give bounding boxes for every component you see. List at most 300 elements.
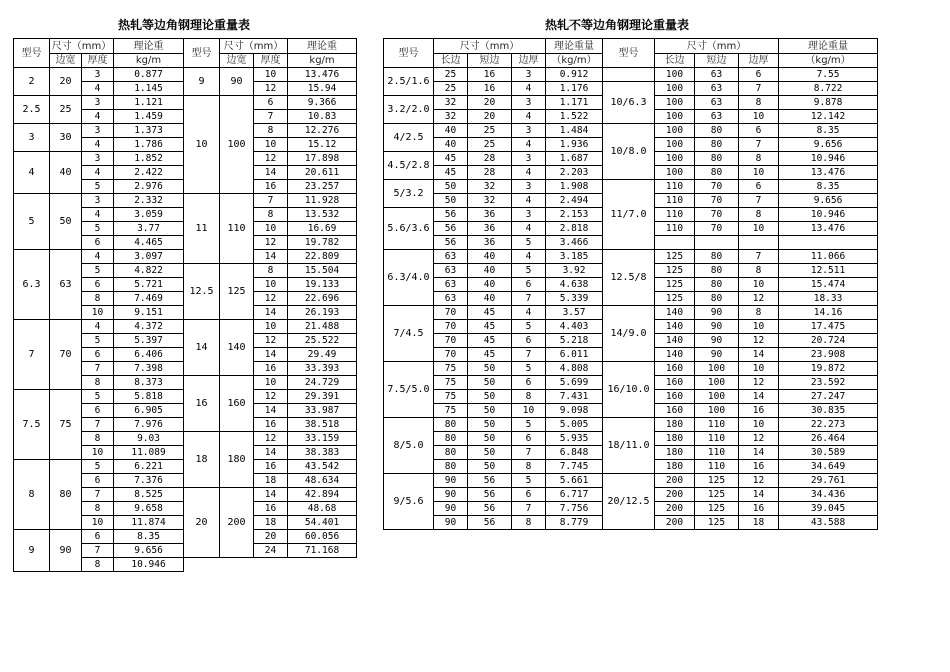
model-cell: 12.5 bbox=[184, 264, 220, 320]
width-cell: 100 bbox=[220, 96, 254, 194]
short-side-cell: 25 bbox=[468, 124, 512, 138]
col-header-short-side: 短边 bbox=[468, 54, 512, 68]
thickness-cell: 12 bbox=[254, 390, 288, 404]
col-header-weight: 理论重 bbox=[114, 39, 184, 54]
weight-cell: 15.12 bbox=[288, 138, 357, 152]
short-side-cell: 110 bbox=[695, 418, 739, 432]
model-cell: 20 bbox=[184, 488, 220, 558]
model-cell: 2.5 bbox=[14, 96, 50, 124]
thickness-cell: 8 bbox=[82, 432, 114, 446]
thickness-cell: 6 bbox=[254, 96, 288, 110]
weight-cell: 9.656 bbox=[779, 194, 878, 208]
thickness-cell: 10 bbox=[739, 418, 779, 432]
thickness-cell: 8 bbox=[512, 390, 546, 404]
width-cell: 200 bbox=[220, 488, 254, 558]
thickness-cell: 6 bbox=[82, 278, 114, 292]
col-header-model: 型号 bbox=[603, 39, 655, 68]
weight-cell: 23.908 bbox=[779, 348, 878, 362]
width-cell: 90 bbox=[50, 530, 82, 572]
weight-cell: 5.661 bbox=[546, 474, 603, 488]
long-side-cell: 100 bbox=[655, 152, 695, 166]
weight-cell: 26.193 bbox=[288, 306, 357, 320]
thickness-cell: 3 bbox=[82, 68, 114, 82]
weight-cell: 5.721 bbox=[114, 278, 184, 292]
long-side-cell: 140 bbox=[655, 306, 695, 320]
thickness-cell: 4 bbox=[512, 166, 546, 180]
thickness-cell: 10 bbox=[254, 138, 288, 152]
thickness-cell: 3 bbox=[82, 96, 114, 110]
thickness-cell: 18 bbox=[254, 516, 288, 530]
short-side-cell: 80 bbox=[695, 138, 739, 152]
weight-cell: 4.638 bbox=[546, 278, 603, 292]
long-side-cell: 140 bbox=[655, 334, 695, 348]
model-cell: 6.3/4.0 bbox=[384, 250, 434, 306]
thickness-cell: 4 bbox=[82, 138, 114, 152]
thickness-cell: 10 bbox=[254, 68, 288, 82]
long-side-cell: 63 bbox=[434, 264, 468, 278]
short-side-cell: 80 bbox=[695, 166, 739, 180]
long-side-cell: 200 bbox=[655, 516, 695, 530]
weight-cell: 18.33 bbox=[779, 292, 878, 306]
model-cell: 11 bbox=[184, 194, 220, 264]
thickness-cell: 16 bbox=[739, 460, 779, 474]
weight-cell: 12.511 bbox=[779, 264, 878, 278]
short-side-cell: 16 bbox=[468, 68, 512, 82]
long-side-cell: 180 bbox=[655, 446, 695, 460]
thickness-cell: 12 bbox=[739, 376, 779, 390]
thickness-cell: 4 bbox=[512, 194, 546, 208]
thickness-cell: 4 bbox=[512, 250, 546, 264]
width-cell: 30 bbox=[50, 124, 82, 152]
thickness-cell: 4 bbox=[512, 110, 546, 124]
long-side-cell: 100 bbox=[655, 96, 695, 110]
weight-cell: 30.589 bbox=[779, 446, 878, 460]
thickness-cell: 18 bbox=[254, 474, 288, 488]
long-side-cell: 200 bbox=[655, 488, 695, 502]
model-cell: 10 bbox=[184, 96, 220, 194]
thickness-cell: 8 bbox=[254, 124, 288, 138]
thickness-cell: 16 bbox=[254, 502, 288, 516]
weight-cell: 8.35 bbox=[114, 530, 184, 544]
thickness-cell: 6 bbox=[512, 432, 546, 446]
short-side-cell: 90 bbox=[695, 306, 739, 320]
long-side-cell: 70 bbox=[434, 320, 468, 334]
long-side-cell bbox=[655, 236, 695, 250]
model-cell: 16 bbox=[184, 376, 220, 432]
short-side-cell: 40 bbox=[468, 264, 512, 278]
thickness-cell: 16 bbox=[254, 460, 288, 474]
col-header-size: 尺寸（mm） bbox=[655, 39, 779, 54]
thickness-cell: 3 bbox=[512, 124, 546, 138]
thickness-cell: 4 bbox=[512, 306, 546, 320]
table-row bbox=[384, 250, 878, 264]
weight-cell: 11.874 bbox=[114, 516, 184, 530]
short-side-cell: 125 bbox=[695, 516, 739, 530]
width-cell: 63 bbox=[50, 250, 82, 320]
thickness-cell: 7 bbox=[82, 362, 114, 376]
thickness-cell: 10 bbox=[739, 320, 779, 334]
weight-cell: 25.522 bbox=[288, 334, 357, 348]
col-header-weight: 理论重量 bbox=[546, 39, 603, 54]
col-header-model: 型号 bbox=[384, 39, 434, 68]
long-side-cell: 100 bbox=[655, 110, 695, 124]
weight-cell: 2.976 bbox=[114, 180, 184, 194]
short-side-cell: 110 bbox=[695, 446, 739, 460]
short-side-cell: 50 bbox=[468, 460, 512, 474]
weight-cell: 60.056 bbox=[288, 530, 357, 544]
weight-cell: 3.57 bbox=[546, 306, 603, 320]
short-side-cell: 50 bbox=[468, 404, 512, 418]
thickness-cell: 10 bbox=[82, 516, 114, 530]
thickness-cell: 16 bbox=[254, 418, 288, 432]
model-cell: 3 bbox=[14, 124, 50, 152]
thickness-cell: 8 bbox=[739, 306, 779, 320]
thickness-cell: 7 bbox=[512, 446, 546, 460]
weight-cell: 4.372 bbox=[114, 320, 184, 334]
weight-cell: 9.151 bbox=[114, 306, 184, 320]
weight-cell: 7.376 bbox=[114, 474, 184, 488]
long-side-cell: 180 bbox=[655, 432, 695, 446]
weight-cell: 3.185 bbox=[546, 250, 603, 264]
weight-cell: 71.168 bbox=[288, 544, 357, 558]
weight-cell: 33.159 bbox=[288, 432, 357, 446]
short-side-cell: 70 bbox=[695, 208, 739, 222]
long-side-cell: 140 bbox=[655, 320, 695, 334]
col-header-thickness: 厚度 bbox=[254, 54, 288, 68]
weight-cell: 42.894 bbox=[288, 488, 357, 502]
thickness-cell: 7 bbox=[82, 488, 114, 502]
thickness-cell: 14 bbox=[739, 488, 779, 502]
long-side-cell: 80 bbox=[434, 432, 468, 446]
weight-cell: 19.782 bbox=[288, 236, 357, 250]
weight-cell: 14.16 bbox=[779, 306, 878, 320]
model-cell: 4.5/2.8 bbox=[384, 152, 434, 180]
col-header-unit: kg/m bbox=[288, 54, 357, 68]
weight-cell: 15.504 bbox=[288, 264, 357, 278]
long-side-cell: 160 bbox=[655, 404, 695, 418]
thickness-cell: 10 bbox=[254, 278, 288, 292]
thickness-cell: 14 bbox=[254, 488, 288, 502]
table-row bbox=[384, 68, 878, 82]
thickness-cell: 6 bbox=[512, 488, 546, 502]
weight-cell: 1.459 bbox=[114, 110, 184, 124]
thickness-cell: 20 bbox=[254, 530, 288, 544]
weight-cell: 11.928 bbox=[288, 194, 357, 208]
weight-cell: 4.403 bbox=[546, 320, 603, 334]
long-side-cell: 25 bbox=[434, 68, 468, 82]
short-side-cell: 28 bbox=[468, 166, 512, 180]
thickness-cell: 5 bbox=[512, 418, 546, 432]
col-header-thickness: 边厚 bbox=[512, 54, 546, 68]
weight-cell: 8.722 bbox=[779, 82, 878, 96]
col-header-size: 尺寸（mm） bbox=[434, 39, 546, 54]
thickness-cell: 10 bbox=[739, 362, 779, 376]
thickness-cell: 14 bbox=[254, 306, 288, 320]
weight-cell: 19.872 bbox=[779, 362, 878, 376]
weight-cell: 27.247 bbox=[779, 390, 878, 404]
thickness-cell: 16 bbox=[254, 180, 288, 194]
long-side-cell: 90 bbox=[434, 502, 468, 516]
weight-cell: 16.69 bbox=[288, 222, 357, 236]
weight-cell: 26.464 bbox=[779, 432, 878, 446]
model-cell: 8/5.0 bbox=[384, 418, 434, 474]
long-side-cell: 75 bbox=[434, 390, 468, 404]
short-side-cell: 80 bbox=[695, 152, 739, 166]
thickness-cell: 10 bbox=[739, 110, 779, 124]
short-side-cell: 45 bbox=[468, 334, 512, 348]
thickness-cell: 3 bbox=[512, 96, 546, 110]
table-row bbox=[384, 124, 878, 138]
weight-cell: 7.469 bbox=[114, 292, 184, 306]
thickness-cell: 7 bbox=[512, 292, 546, 306]
col-header-weight: 理论重量 bbox=[779, 39, 878, 54]
col-header-model: 型号 bbox=[14, 39, 50, 68]
short-side-cell: 40 bbox=[468, 250, 512, 264]
long-side-cell: 100 bbox=[655, 82, 695, 96]
thickness-cell: 6 bbox=[739, 180, 779, 194]
model-cell: 3.2/2.0 bbox=[384, 96, 434, 124]
short-side-cell: 56 bbox=[468, 474, 512, 488]
short-side-cell: 40 bbox=[468, 278, 512, 292]
short-side-cell: 45 bbox=[468, 306, 512, 320]
weight-cell: 29.391 bbox=[288, 390, 357, 404]
model-cell: 4 bbox=[14, 152, 50, 194]
short-side-cell: 36 bbox=[468, 236, 512, 250]
short-side-cell: 110 bbox=[695, 432, 739, 446]
long-side-cell: 180 bbox=[655, 460, 695, 474]
weight-cell: 6.717 bbox=[546, 488, 603, 502]
thickness-cell: 12 bbox=[739, 334, 779, 348]
weight-cell: 4.822 bbox=[114, 264, 184, 278]
model-cell: 9 bbox=[184, 68, 220, 96]
weight-cell: 23.257 bbox=[288, 180, 357, 194]
width-cell: 140 bbox=[220, 320, 254, 376]
thickness-cell: 14 bbox=[739, 446, 779, 460]
thickness-cell: 6 bbox=[739, 68, 779, 82]
long-side-cell: 70 bbox=[434, 306, 468, 320]
weight-cell: 9.656 bbox=[779, 138, 878, 152]
model-cell: 12.5/8 bbox=[603, 250, 655, 306]
short-side-cell: 25 bbox=[468, 138, 512, 152]
thickness-cell: 18 bbox=[739, 516, 779, 530]
weight-cell: 34.649 bbox=[779, 460, 878, 474]
weight-cell: 43.588 bbox=[779, 516, 878, 530]
thickness-cell: 10 bbox=[82, 306, 114, 320]
thickness-cell: 5 bbox=[512, 264, 546, 278]
thickness-cell: 4 bbox=[82, 166, 114, 180]
thickness-cell: 4 bbox=[82, 250, 114, 264]
short-side-cell: 50 bbox=[468, 418, 512, 432]
long-side-cell: 80 bbox=[434, 446, 468, 460]
short-side-cell: 20 bbox=[468, 96, 512, 110]
thickness-cell: 14 bbox=[254, 250, 288, 264]
weight-cell: 15.94 bbox=[288, 82, 357, 96]
weight-cell: 12.142 bbox=[779, 110, 878, 124]
weight-cell: 7.55 bbox=[779, 68, 878, 82]
long-side-cell: 125 bbox=[655, 278, 695, 292]
model-cell: 6.3 bbox=[14, 250, 50, 320]
model-cell: 10/8.0 bbox=[603, 124, 655, 180]
short-side-cell: 80 bbox=[695, 292, 739, 306]
weight-cell: 5.397 bbox=[114, 334, 184, 348]
weight-cell: 1.171 bbox=[546, 96, 603, 110]
short-side-cell: 80 bbox=[695, 250, 739, 264]
weight-cell: 1.522 bbox=[546, 110, 603, 124]
thickness-cell: 6 bbox=[82, 530, 114, 544]
weight-cell: 6.011 bbox=[546, 348, 603, 362]
long-side-cell: 40 bbox=[434, 138, 468, 152]
model-cell: 11/7.0 bbox=[603, 180, 655, 250]
thickness-cell: 8 bbox=[739, 152, 779, 166]
thickness-cell: 12 bbox=[254, 432, 288, 446]
long-side-cell: 80 bbox=[434, 460, 468, 474]
weight-cell: 30.835 bbox=[779, 404, 878, 418]
model-cell: 14 bbox=[184, 320, 220, 376]
thickness-cell: 12 bbox=[254, 82, 288, 96]
thickness-cell: 10 bbox=[739, 278, 779, 292]
weight-cell: 11.089 bbox=[114, 446, 184, 460]
weight-cell: 1.176 bbox=[546, 82, 603, 96]
weight-cell: 3.92 bbox=[546, 264, 603, 278]
weight-cell: 6.221 bbox=[114, 460, 184, 474]
short-side-cell: 100 bbox=[695, 390, 739, 404]
weight-cell: 9.03 bbox=[114, 432, 184, 446]
thickness-cell: 4 bbox=[512, 222, 546, 236]
model-cell: 16/10.0 bbox=[603, 362, 655, 418]
model-cell: 9/5.6 bbox=[384, 474, 434, 530]
model-cell: 18/11.0 bbox=[603, 418, 655, 474]
thickness-cell: 5 bbox=[82, 390, 114, 404]
thickness-cell: 7 bbox=[254, 194, 288, 208]
weight-cell: 0.877 bbox=[114, 68, 184, 82]
weight-cell: 8.35 bbox=[779, 180, 878, 194]
short-side-cell: 125 bbox=[695, 474, 739, 488]
long-side-cell: 200 bbox=[655, 474, 695, 488]
short-side-cell: 56 bbox=[468, 488, 512, 502]
thickness-cell: 10 bbox=[254, 320, 288, 334]
col-header-unit: （kg/m） bbox=[779, 54, 878, 68]
short-side-cell: 45 bbox=[468, 320, 512, 334]
width-cell: 160 bbox=[220, 376, 254, 432]
thickness-cell: 3 bbox=[512, 208, 546, 222]
long-side-cell: 56 bbox=[434, 208, 468, 222]
table-row bbox=[14, 194, 357, 208]
model-cell: 7.5 bbox=[14, 390, 50, 460]
short-side-cell: 125 bbox=[695, 488, 739, 502]
weight-cell: 54.401 bbox=[288, 516, 357, 530]
thickness-cell: 6 bbox=[739, 124, 779, 138]
model-cell: 18 bbox=[184, 432, 220, 488]
long-side-cell: 63 bbox=[434, 250, 468, 264]
col-header-width: 边宽 bbox=[50, 54, 82, 68]
thickness-cell: 16 bbox=[254, 362, 288, 376]
table-row bbox=[384, 82, 878, 96]
short-side-cell: 100 bbox=[695, 376, 739, 390]
thickness-cell: 7 bbox=[512, 502, 546, 516]
weight-cell: 33.393 bbox=[288, 362, 357, 376]
weight-cell: 1.373 bbox=[114, 124, 184, 138]
thickness-cell: 7 bbox=[82, 544, 114, 558]
long-side-cell: 90 bbox=[434, 488, 468, 502]
short-side-cell bbox=[695, 236, 739, 250]
thickness-cell: 8 bbox=[254, 264, 288, 278]
thickness-cell: 6 bbox=[82, 348, 114, 362]
long-side-cell: 160 bbox=[655, 376, 695, 390]
weight-cell: 9.658 bbox=[114, 502, 184, 516]
thickness-cell: 10 bbox=[82, 446, 114, 460]
weight-cell: 1.687 bbox=[546, 152, 603, 166]
thickness-cell: 8 bbox=[739, 208, 779, 222]
weight-cell: 7.756 bbox=[546, 502, 603, 516]
col-header-long-side: 长边 bbox=[434, 54, 468, 68]
weight-cell: 4.808 bbox=[546, 362, 603, 376]
model-cell: 5/3.2 bbox=[384, 180, 434, 208]
weight-cell: 11.066 bbox=[779, 250, 878, 264]
short-side-cell: 63 bbox=[695, 110, 739, 124]
weight-cell: 10.83 bbox=[288, 110, 357, 124]
weight-cell: 2.332 bbox=[114, 194, 184, 208]
weight-cell: 3.466 bbox=[546, 236, 603, 250]
weight-cell: 6.905 bbox=[114, 404, 184, 418]
short-side-cell: 50 bbox=[468, 432, 512, 446]
long-side-cell: 125 bbox=[655, 264, 695, 278]
thickness-cell: 5 bbox=[512, 362, 546, 376]
short-side-cell: 20 bbox=[468, 110, 512, 124]
weight-cell: 5.818 bbox=[114, 390, 184, 404]
col-header-width: 边宽 bbox=[220, 54, 254, 68]
long-side-cell: 70 bbox=[434, 334, 468, 348]
thickness-cell: 3 bbox=[82, 152, 114, 166]
long-side-cell: 45 bbox=[434, 166, 468, 180]
thickness-cell: 14 bbox=[739, 348, 779, 362]
width-cell: 25 bbox=[50, 96, 82, 124]
table-row bbox=[384, 362, 878, 376]
weight-cell: 5.699 bbox=[546, 376, 603, 390]
weight-cell: 22.696 bbox=[288, 292, 357, 306]
short-side-cell: 28 bbox=[468, 152, 512, 166]
thickness-cell: 12 bbox=[254, 334, 288, 348]
thickness-cell: 24 bbox=[254, 544, 288, 558]
thickness-cell: 3 bbox=[82, 194, 114, 208]
thickness-cell: 7 bbox=[739, 194, 779, 208]
model-cell: 14/9.0 bbox=[603, 306, 655, 362]
short-side-cell: 63 bbox=[695, 68, 739, 82]
short-side-cell: 90 bbox=[695, 348, 739, 362]
weight-cell: 2.422 bbox=[114, 166, 184, 180]
model-cell: 9 bbox=[14, 530, 50, 572]
short-side-cell: 90 bbox=[695, 334, 739, 348]
weight-cell: 20.724 bbox=[779, 334, 878, 348]
weight-cell: 6.848 bbox=[546, 446, 603, 460]
width-cell: 70 bbox=[50, 320, 82, 390]
thickness-cell: 5 bbox=[82, 180, 114, 194]
weight-cell: 7.976 bbox=[114, 418, 184, 432]
thickness-cell: 7 bbox=[82, 418, 114, 432]
table-row bbox=[384, 474, 878, 488]
thickness-cell: 5 bbox=[82, 264, 114, 278]
long-side-cell: 80 bbox=[434, 418, 468, 432]
short-side-cell: 50 bbox=[468, 362, 512, 376]
weight-cell: 38.518 bbox=[288, 418, 357, 432]
long-side-cell: 40 bbox=[434, 124, 468, 138]
thickness-cell: 5 bbox=[82, 334, 114, 348]
thickness-cell: 3 bbox=[82, 124, 114, 138]
col-header-size: 尺寸（mm） bbox=[220, 39, 288, 54]
long-side-cell: 32 bbox=[434, 110, 468, 124]
thickness-cell: 5 bbox=[512, 236, 546, 250]
long-side-cell: 75 bbox=[434, 376, 468, 390]
thickness-cell: 10 bbox=[254, 222, 288, 236]
